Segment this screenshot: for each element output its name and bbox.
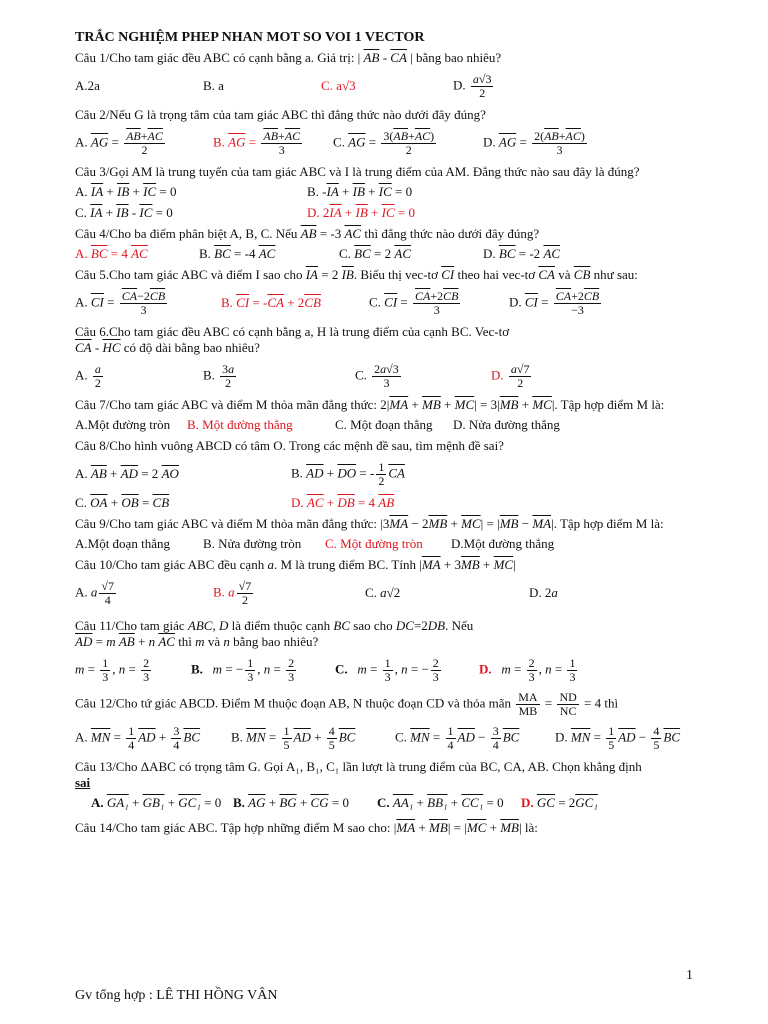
question-12: Câu 12/Cho tứ giác ABCD. Điểm M thuộc đoạn AB, N thuộc đoạn CD và thỏa mãn $\frac{MA}{MB}$ = $\frac{ND}{NC}$ = 4 thì (75, 690, 619, 718)
option-d: D. $\frac{a√7}{2}$ (491, 361, 530, 390)
option-b: B. $\frac{3a}{2}$ (203, 361, 235, 390)
question-13: Câu 13/Cho ΔABC có trọng tâm G. Gọi A₁, B₁, C₁ lần lượt là trung điểm của BC, CA, AB. Chọn khẳng định sai (75, 759, 642, 790)
option-b: B. $\overline{AG} + \overline{BG} + \overline{CG} = 0$ (233, 795, 349, 810)
option-a: A.2a (75, 78, 100, 93)
question-5: Câu 5.Cho tam giác ABC và điểm I sao cho $\overline{IA} = 2$ $\overline{IB}$. Biểu thị vec-tơ $\overline{CI}$ theo hai vec-tơ $\overline{CA}$ và $\overline{CB}$ như sau: (75, 267, 638, 282)
option-c: C. $\overline{CI}$ = $\frac{\overline{CA}+2\overline{CB}}{3}$ (369, 288, 459, 317)
option-b: B. m = − $\frac{1}{3}$ , n = $\frac{2}{3}$ (191, 655, 295, 684)
question-7-options (75, 416, 700, 434)
option-c: C. Một đường tròn (325, 536, 423, 551)
question-14: Câu 14/Cho tam giác ABC. Tập hợp những điểm M sao cho: $|\overline{MA} + \overline{MB}| = |\overline{MC} + \overline{MB}|$ là: (75, 820, 538, 835)
option-b: B. $\overline{BC} = -4$ $\overline{AC}$ (199, 246, 276, 261)
option-a: A. $\overline{AG}$ = $\frac{\overline{AB}+\overline{AC}}{2}$ (75, 128, 163, 157)
question-8-options-row1 (75, 457, 700, 491)
question-12-options (75, 721, 700, 755)
option-c: C. $\overline{OA} + \overline{OB} = \overline{CB}$ (75, 495, 170, 510)
option-d: D. $\overline{CI}$ = $\frac{\overline{CA}+2\overline{CB}}{-3}$ (509, 288, 600, 317)
option-d: D. Nửa đường thẳng (453, 417, 560, 432)
option-a: A. $\overline{BC} = 4$ $\overline{AC}$ (75, 246, 148, 261)
option-c: C. $\overline{MN}$ = $\frac{1}{4}$ $\overline{AD}$ − $\frac{3}{4}$ $\overline{BC}$ (395, 723, 520, 752)
option-b: B. $\overline{CI} = -\overline{CA} + 2\overline{CB}$ (221, 295, 321, 310)
option-d: D. $\overline{MN}$ = $\frac{1}{5}$ $\overline{AD}$ − $\frac{4}{5}$ $\overline{BC}$ (555, 723, 681, 752)
option-b: B. $\overline{AG}$ = $\frac{\overline{AB}+\overline{AC}}{3}$ (213, 128, 301, 157)
question-1-options (75, 69, 700, 103)
option-a: A. GA₁ + GB₁ + GC₁ = 0 (91, 795, 222, 810)
question-10-options (75, 576, 700, 610)
option-b: B. $\overline{AD} + \overline{DO}$ = - $\frac{1}{2}$ $\overline{CA}$ (291, 459, 405, 488)
option-d: D. $\overline{GC} = 2GC_1$ (521, 795, 598, 810)
option-a: m = $\frac{1}{3}$ , n = $\frac{2}{3}$ (75, 655, 150, 684)
question-13-options (75, 794, 700, 812)
option-d: D. $2\overline{IA} + \overline{IB} + \overline{IC} = 0$ (307, 205, 415, 220)
option-a: A. $\overline{AB} + \overline{AD} = 2$ $\overline{AO}$ (75, 466, 179, 481)
option-a: A.Một đường tròn (75, 417, 171, 432)
option-d: D. 2a (529, 585, 558, 600)
question-6: Câu 6.Cho tam giác đều ABC có cạnh bằng a, H là trung điểm của cạnh BC. Vec-tơ $\overline{CA} - \overline{HC}$ có độ dài bằng bao nhiêu? (75, 324, 510, 355)
option-b: B. $-\overline{IA} + \overline{IB} + \overline{IC} = 0$ (307, 184, 413, 199)
question-8: Câu 8/Cho hình vuông ABCD có tâm O. Trong các mệnh đề sau, tìm mệnh đề sai? (75, 438, 504, 453)
option-a: A. $\frac{a}{2}$ (75, 361, 101, 390)
option-b: B. a $\frac{√7}{2}$ (213, 578, 252, 607)
option-d: D. $\overline{AC} + \overline{DB} = 4$ $\overline{AB}$ (291, 495, 395, 510)
option-c: C. AA₁ + BB₁ + CC₁ = 0 (377, 795, 504, 810)
question-5-options (75, 286, 700, 320)
option-c: C. Một đoạn thẳng (335, 417, 433, 432)
option-a: A. $\overline{IA} + \overline{IB} + \overline{IC} = 0$ (75, 184, 177, 199)
question-11: Câu 11/Cho tam giác ABC, D là điểm thuộc cạnh BC sao cho DC=2DB. Nếu $\overline{AD} = m$ $\overline{AB} + n$ $\overline{AC}$ thì m và n bằng bao nhiêu? (75, 618, 474, 649)
option-c: C. a√3 (321, 78, 356, 93)
question-3: Câu 3/Gọi AM là trung tuyến của tam giác ABC và I là trung điểm của AM. Đẳng thức nào sau đây là đúng? (75, 164, 640, 179)
option-b: B. $\overline{MN}$ = $\frac{1}{5}$ $\overline{AD}$ + $\frac{4}{5}$ $\overline{BC}$ (231, 723, 356, 752)
option-c: C. $\overline{IA} + \overline{IB} - \overline{IC} = 0$ (75, 205, 173, 220)
option-c: C. m = $\frac{1}{3}$ , n = − $\frac{2}{3}$ (335, 655, 439, 684)
option-a: A.Một đoạn thẳng (75, 536, 170, 551)
option-b: B. Một đường thẳng (187, 417, 293, 432)
option-d: D. $\overline{AG}$ = $\frac{2(\overline{AB}+\overline{AC})}{3}$ (483, 128, 585, 157)
option-a: A. a $\frac{√7}{4}$ (75, 578, 114, 607)
question-3-options-row1 (75, 183, 700, 201)
option-b: B. Nửa đường tròn (203, 536, 302, 551)
document-page (75, 30, 700, 836)
option-a: A. $\overline{MN}$ = $\frac{1}{4}$ $\overline{AD}$ + $\frac{3}{4}$ $\overline{BC}$ (75, 723, 201, 752)
question-9-options (75, 535, 700, 553)
question-2: Câu 2/Nếu G là trọng tâm của tam giác ABC thì đẳng thức nào dưới đây đúng? (75, 107, 486, 122)
option-d: D. $\overline{BC} = -2$ $\overline{AC}$ (483, 246, 561, 261)
page-number: 1 (686, 968, 693, 983)
question-4-options (75, 245, 700, 263)
question-7: Câu 7/Cho tam giác ABC và điểm M thỏa mãn đẳng thức: $2|\overline{MA} + \overline{MB} + \overline{MC}| = 3|\overline{MB} + \overline{MC}|$. Tập hợp điểm M là: (75, 397, 665, 412)
question-6-options (75, 359, 700, 393)
question-3-options-row2 (75, 204, 700, 222)
option-c: C. $\overline{BC} = 2$ $\overline{AC}$ (339, 246, 412, 261)
option-b: B. a (203, 78, 224, 93)
question-11-options (75, 653, 700, 687)
question-2-options (75, 126, 700, 160)
option-c: C. $\overline{AG}$ = $\frac{3(\overline{AB}+\overline{AC})}{2}$ (333, 128, 435, 157)
footer-author: Gv tổng hợp : LÊ THI HỒNG VÂN (75, 988, 278, 1003)
page-title: TRẮC NGHIỆM PHEP NHAN MOT SO VOI 1 VECTOR (75, 30, 425, 45)
question-1: Câu 1/Cho tam giác đều ABC có cạnh bằng a. Giá trị: | $\overline{AB} - \overline{CA}$ | bằng bao nhiêu? (75, 50, 502, 65)
option-d: D. m = $\frac{2}{3}$ , n = $\frac{1}{3}$ (479, 655, 576, 684)
question-8-options-row2 (75, 494, 700, 512)
option-c: C. $\frac{2a√3}{3}$ (355, 361, 399, 390)
option-d: D.Một đường thẳng (451, 536, 555, 551)
question-9: Câu 9/Cho tam giác ABC và điểm M thỏa mãn đẳng thức: $|3\overline{MA} - 2\overline{MB} + \overline{MC}| = |\overline{MB} - \overline{MA}|$. Tập hợp điểm M là: (75, 516, 664, 531)
option-c: C. a√2 (365, 585, 401, 600)
question-10: Câu 10/Cho tam giác ABC đều cạnh a. M là trung điểm BC. Tính $|\overline{MA} + 3\overline{MB} + \overline{MC}|$ (75, 557, 516, 572)
option-d: D. $\frac{a√3}{2}$ (453, 71, 492, 100)
option-a: A. $\overline{CI}$ = $\frac{\overline{CA}-2\overline{CB}}{3}$ (75, 288, 166, 317)
question-4: Câu 4/Cho ba điểm phân biệt A, B, C. Nếu $\overline{AB} = -3$ $\overline{AC}$ thì đẳng thức nào dưới đây đúng? (75, 226, 540, 241)
